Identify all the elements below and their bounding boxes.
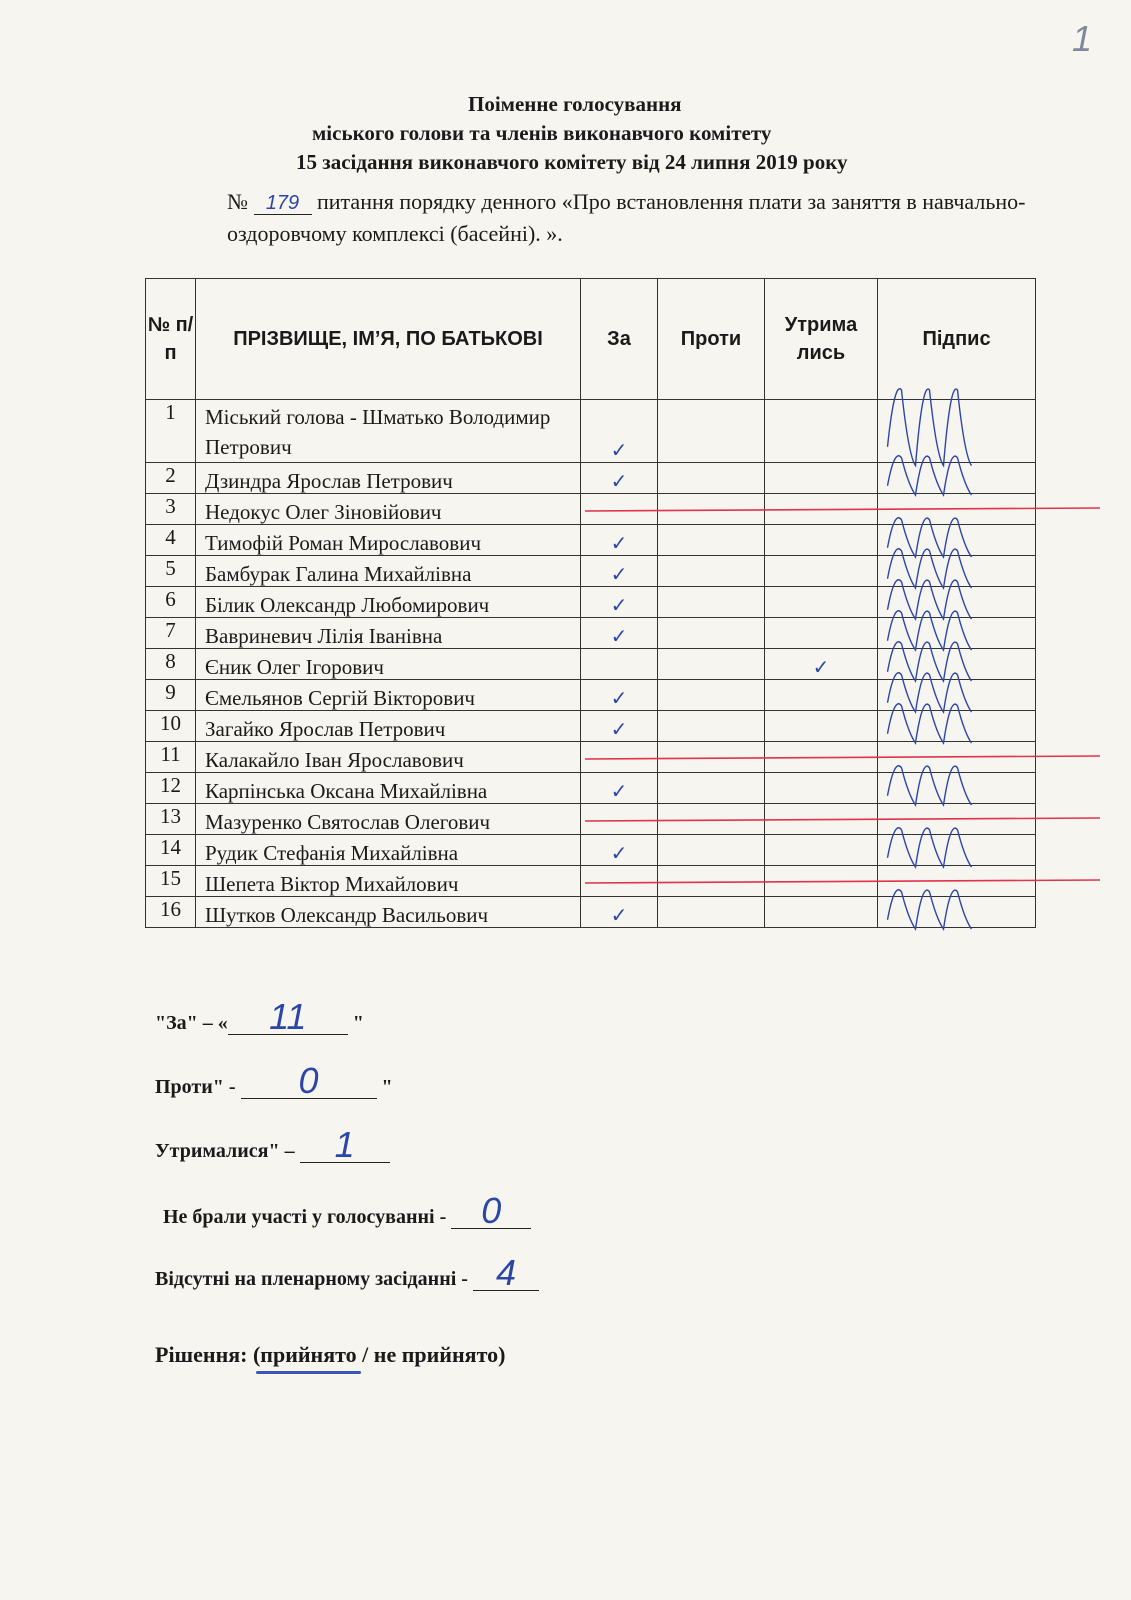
vote-for-cell <box>581 742 658 773</box>
vote-for-cell: ✓ <box>581 618 658 649</box>
total-abstained-label: Утрималися" – <box>155 1140 300 1162</box>
table-row <box>146 463 1036 494</box>
vote-for-cell: ✓ <box>581 897 658 928</box>
vote-abstained-cell <box>765 618 878 649</box>
vote-abstained-cell <box>765 897 878 928</box>
row-number: 16 <box>146 897 196 928</box>
vote-against-cell <box>658 618 765 649</box>
row-number: 5 <box>146 556 196 587</box>
vote-abstained-cell <box>765 400 878 463</box>
row-number: 11 <box>146 742 196 773</box>
vote-against-cell <box>658 649 765 680</box>
vote-against-cell <box>658 587 765 618</box>
member-name: Бамбурак Галина Михайлівна <box>196 556 581 587</box>
agenda-item <box>227 186 1087 250</box>
member-name: Ємельянов Сергій Вікторович <box>196 680 581 711</box>
member-name: Калакайло Іван Ярославович <box>196 742 581 773</box>
table-row <box>146 494 1036 525</box>
table-header-row <box>146 279 1036 400</box>
vote-against-cell <box>658 463 765 494</box>
table-row <box>146 649 1036 680</box>
title-line-2: міського голови та членів виконавчого комітету <box>312 121 772 145</box>
decision-not-adopted: не прийнято <box>373 1342 499 1367</box>
row-number: 13 <box>146 804 196 835</box>
vote-abstained-cell <box>765 773 878 804</box>
total-not-voting-value: 0 <box>451 1194 531 1229</box>
vote-for-cell <box>581 649 658 680</box>
header-against: Проти <box>658 279 765 400</box>
title-line-3: 15 засідання виконавчого комітету від 24 липня 2019 року <box>296 150 848 174</box>
row-number: 1 <box>146 400 196 463</box>
vote-for-cell: ✓ <box>581 556 658 587</box>
table-row <box>146 835 1036 866</box>
vote-for-cell: ✓ <box>581 400 658 463</box>
signature-cell <box>878 400 1036 463</box>
vote-against-cell <box>658 556 765 587</box>
signature-cell <box>878 618 1036 649</box>
agenda-text: питання порядку денного «Про встановлення плати за заняття в навчально-оздоровчому комплексі (басейні). ». <box>227 189 1026 246</box>
member-name: Дзиндра Ярослав Петрович <box>196 463 581 494</box>
row-number: 4 <box>146 525 196 556</box>
total-against-value: 0 <box>241 1064 377 1099</box>
member-name: Рудик Стефанія Михайлівна <box>196 835 581 866</box>
vote-abstained-cell <box>765 680 878 711</box>
vote-abstained-cell <box>765 494 878 525</box>
vote-against-cell <box>658 835 765 866</box>
signature-cell <box>878 711 1036 742</box>
vote-against-cell <box>658 742 765 773</box>
vote-against-cell <box>658 773 765 804</box>
title-line-1: Поіменне голосування <box>468 92 682 116</box>
signature-cell <box>878 773 1036 804</box>
vote-for-cell: ✓ <box>581 773 658 804</box>
table-row <box>146 711 1036 742</box>
decision-adopted: прийнято <box>260 1342 357 1367</box>
table-row <box>146 400 1036 463</box>
signature-cell <box>878 804 1036 835</box>
member-name: Тимофій Роман Мирославович <box>196 525 581 556</box>
signature-cell <box>878 587 1036 618</box>
vote-abstained-cell <box>765 556 878 587</box>
vote-against-cell <box>658 525 765 556</box>
total-for-label: "За" – « <box>155 1012 228 1034</box>
table-row <box>146 742 1036 773</box>
row-number: 3 <box>146 494 196 525</box>
vote-for-cell: ✓ <box>581 463 658 494</box>
total-abstained-value: 1 <box>300 1128 390 1163</box>
row-number: 7 <box>146 618 196 649</box>
decision-close: ) <box>498 1342 506 1367</box>
decision-separator: / <box>356 1342 374 1367</box>
row-number: 2 <box>146 463 196 494</box>
table-row <box>146 525 1036 556</box>
row-number: 8 <box>146 649 196 680</box>
vote-abstained-cell <box>765 525 878 556</box>
table-row <box>146 897 1036 928</box>
vote-against-cell <box>658 804 765 835</box>
row-number: 10 <box>146 711 196 742</box>
table-row <box>146 587 1036 618</box>
table-row <box>146 804 1036 835</box>
table-row <box>146 680 1036 711</box>
member-name: Шутков Олександр Васильович <box>196 897 581 928</box>
member-name: Шепета Віктор Михайлович <box>196 866 581 897</box>
vote-for-cell: ✓ <box>581 711 658 742</box>
vote-against-cell <box>658 866 765 897</box>
signature-cell <box>878 463 1036 494</box>
header-signature: Підпис <box>878 279 1036 400</box>
page-number: 1 <box>1072 18 1093 59</box>
table-row <box>146 773 1036 804</box>
number-sign: № <box>227 189 248 214</box>
member-name: Міський голова - Шматько Володимир Петрович <box>196 400 581 463</box>
signature-cell <box>878 835 1036 866</box>
member-name: Загайко Ярослав Петрович <box>196 711 581 742</box>
signature-cell <box>878 897 1036 928</box>
vote-abstained-cell <box>765 711 878 742</box>
vote-abstained-cell <box>765 804 878 835</box>
header-for: За <box>581 279 658 400</box>
member-name: Мазуренко Святослав Олегович <box>196 804 581 835</box>
row-number: 12 <box>146 773 196 804</box>
total-absent-value: 4 <box>473 1256 539 1291</box>
member-name: Єник Олег Ігорович <box>196 649 581 680</box>
decision <box>155 1342 505 1368</box>
signature-cell <box>878 680 1036 711</box>
vote-against-cell <box>658 680 765 711</box>
vote-abstained-cell <box>765 835 878 866</box>
signature-cell <box>878 866 1036 897</box>
vote-for-cell: ✓ <box>581 835 658 866</box>
vote-for-cell: ✓ <box>581 587 658 618</box>
signature-cell <box>878 742 1036 773</box>
row-number: 6 <box>146 587 196 618</box>
total-absent <box>155 1252 539 1293</box>
member-name: Вавриневич Лілія Іванівна <box>196 618 581 649</box>
vote-for-cell <box>581 494 658 525</box>
vote-against-cell <box>658 400 765 463</box>
vote-against-cell <box>658 897 765 928</box>
row-number: 15 <box>146 866 196 897</box>
table-row <box>146 556 1036 587</box>
member-name: Білик Олександр Любомирович <box>196 587 581 618</box>
table-row <box>146 866 1036 897</box>
signature-cell <box>878 649 1036 680</box>
total-against-close: " <box>376 1076 393 1098</box>
header-abstained: Утрима лись <box>765 279 878 400</box>
total-not-voting-label: Не брали участі у голосуванні - <box>163 1206 452 1228</box>
total-not-voting <box>163 1190 531 1231</box>
total-against-label: Проти" - <box>155 1076 241 1098</box>
vote-for-cell: ✓ <box>581 525 658 556</box>
vote-against-cell <box>658 494 765 525</box>
row-number: 14 <box>146 835 196 866</box>
vote-abstained-cell <box>765 587 878 618</box>
header-name: ПРІЗВИЩЕ, ІМ’Я, ПО БАТЬКОВІ <box>196 279 581 400</box>
vote-abstained-cell <box>765 866 878 897</box>
vote-abstained-cell <box>765 463 878 494</box>
vote-for-cell <box>581 866 658 897</box>
signature-cell <box>878 556 1036 587</box>
total-against <box>155 1060 393 1101</box>
total-for <box>155 996 364 1037</box>
vote-for-cell: ✓ <box>581 680 658 711</box>
member-name: Недокус Олег Зіновійович <box>196 494 581 525</box>
member-name: Карпінська Оксана Михайлівна <box>196 773 581 804</box>
vote-for-cell <box>581 804 658 835</box>
row-number: 9 <box>146 680 196 711</box>
vote-abstained-cell <box>765 742 878 773</box>
signature-cell <box>878 525 1036 556</box>
question-number: 179 <box>254 192 312 215</box>
header-num: № п/п <box>146 279 196 400</box>
vote-against-cell <box>658 711 765 742</box>
vote-abstained-cell: ✓ <box>765 649 878 680</box>
decision-label: Рішення: ( <box>155 1342 261 1367</box>
total-absent-label: Відсутні на пленарному засіданні - <box>155 1268 473 1290</box>
table-row <box>146 618 1036 649</box>
voting-table <box>145 278 1036 928</box>
total-abstained <box>155 1124 390 1165</box>
total-for-close: " <box>347 1012 364 1034</box>
signature-cell <box>878 494 1036 525</box>
total-for-value: 11 <box>228 1000 348 1035</box>
